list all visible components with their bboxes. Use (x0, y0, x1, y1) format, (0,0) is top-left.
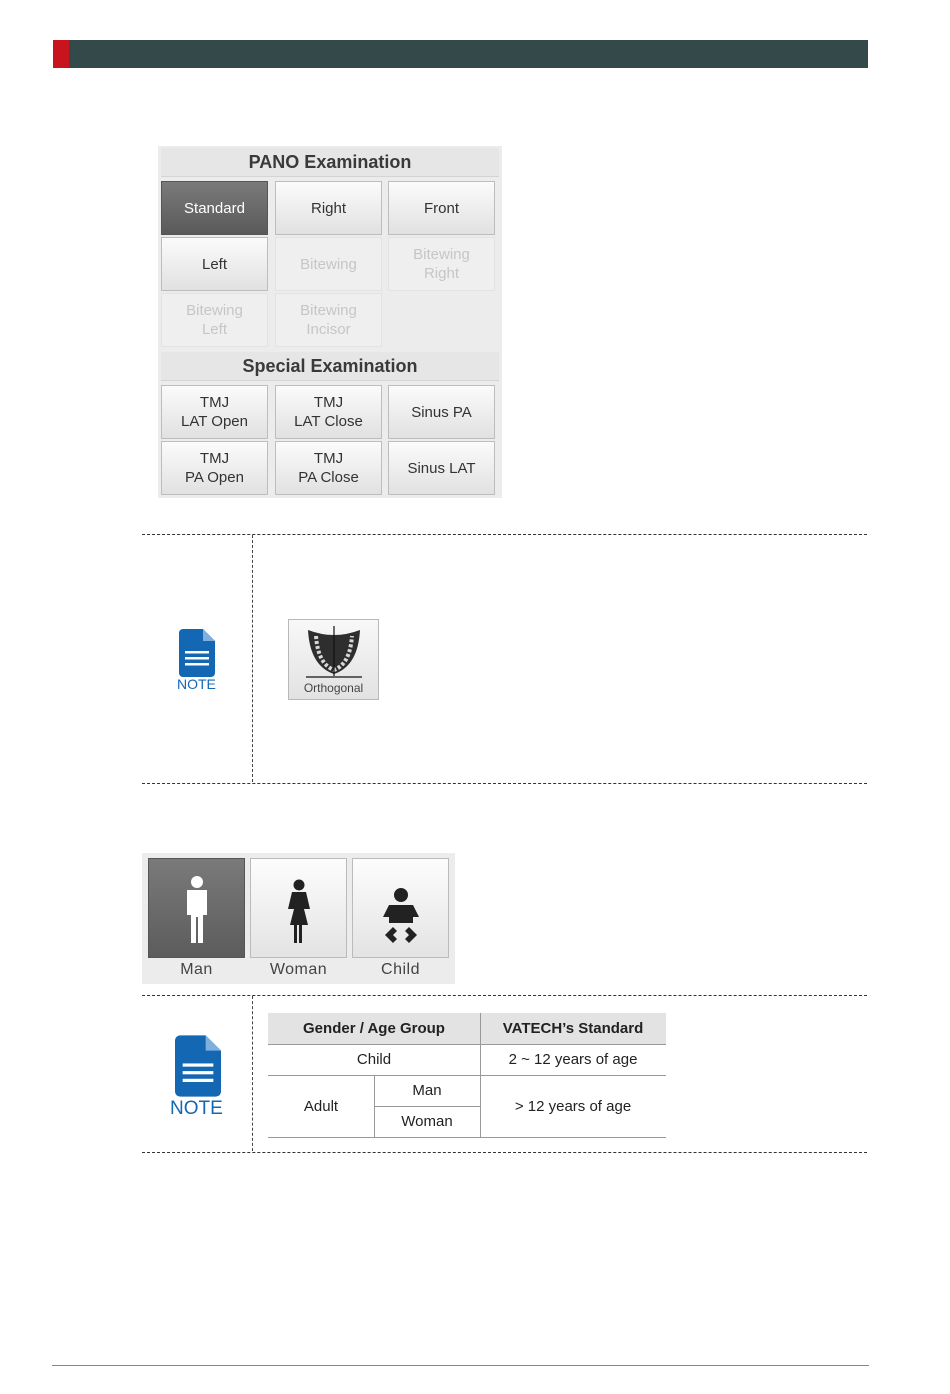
child-group-cell: Child (356, 1051, 392, 1068)
table-rule (374, 1075, 375, 1137)
table-rule (268, 1075, 666, 1076)
child-icon (379, 887, 423, 945)
adult-standard-cell: > 12 years of age (514, 1097, 632, 1115)
tmj-lat-close-button[interactable]: TMJ LAT Close (275, 385, 382, 439)
page-footer-rule (52, 1365, 869, 1366)
gender-selection-panel (142, 853, 455, 984)
right-button[interactable]: Right (275, 181, 382, 235)
woman-button[interactable] (250, 858, 347, 958)
woman-label: Woman (269, 961, 328, 978)
section-header-accent (53, 40, 69, 68)
woman-icon (283, 879, 315, 945)
adult-woman-cell: Woman (401, 1113, 453, 1130)
table-rule (268, 1044, 666, 1045)
adult-group-cell: Adult (303, 1097, 339, 1115)
table-rule (268, 1137, 666, 1138)
table-rule (480, 1013, 481, 1137)
sinus-pa-button[interactable]: Sinus PA (388, 385, 495, 439)
table-rule (374, 1106, 480, 1107)
header-vatech-standard: VATECH’s Standard (502, 1020, 644, 1037)
dental-arch-icon (306, 626, 362, 678)
bitewing-incisor-button[interactable]: Bitewing Incisor (275, 293, 382, 347)
note2-column-divider (252, 996, 253, 1151)
tmj-pa-close-button[interactable]: TMJ PA Close (275, 441, 382, 495)
bitewing-left-button[interactable]: Bitewing Left (161, 293, 268, 347)
note1-label: NOTE (177, 676, 216, 692)
bitewing-right-button[interactable]: Bitewing Right (388, 237, 495, 291)
note-icon (179, 629, 215, 677)
man-button[interactable] (148, 858, 245, 958)
note2-label: NOTE (170, 1098, 223, 1119)
orthogonal-button[interactable] (288, 619, 379, 700)
tmj-pa-open-button[interactable]: TMJ PA Open (161, 441, 268, 495)
child-button[interactable] (352, 858, 449, 958)
standard-button[interactable]: Standard (161, 181, 268, 235)
note2-bottom-divider (142, 1152, 867, 1153)
front-button[interactable]: Front (388, 181, 495, 235)
age-group-table (268, 1013, 666, 1138)
child-label: Child (381, 961, 420, 978)
header-gender-age-group: Gender / Age Group (303, 1020, 445, 1037)
tmj-lat-open-button[interactable]: TMJ LAT Open (161, 385, 268, 439)
orthogonal-label: Orthogonal (303, 681, 364, 695)
note1-bottom-divider (142, 783, 867, 784)
child-standard-cell: 2 ~ 12 years of age (508, 1051, 638, 1068)
note1-top-divider (142, 534, 867, 535)
adult-man-cell: Man (412, 1082, 442, 1099)
note1-column-divider (252, 535, 253, 782)
man-label: Man (180, 961, 213, 978)
man-icon (181, 875, 213, 945)
pano-examination-title: PANO Examination (161, 148, 499, 177)
left-button[interactable]: Left (161, 237, 268, 291)
bitewing-button[interactable]: Bitewing (275, 237, 382, 291)
note2-top-divider (142, 995, 867, 996)
pano-examination-panel (158, 146, 502, 498)
section-header-bar (53, 40, 868, 68)
sinus-lat-button[interactable]: Sinus LAT (388, 441, 495, 495)
note-icon (175, 1035, 221, 1097)
special-examination-title: Special Examination (161, 352, 499, 381)
